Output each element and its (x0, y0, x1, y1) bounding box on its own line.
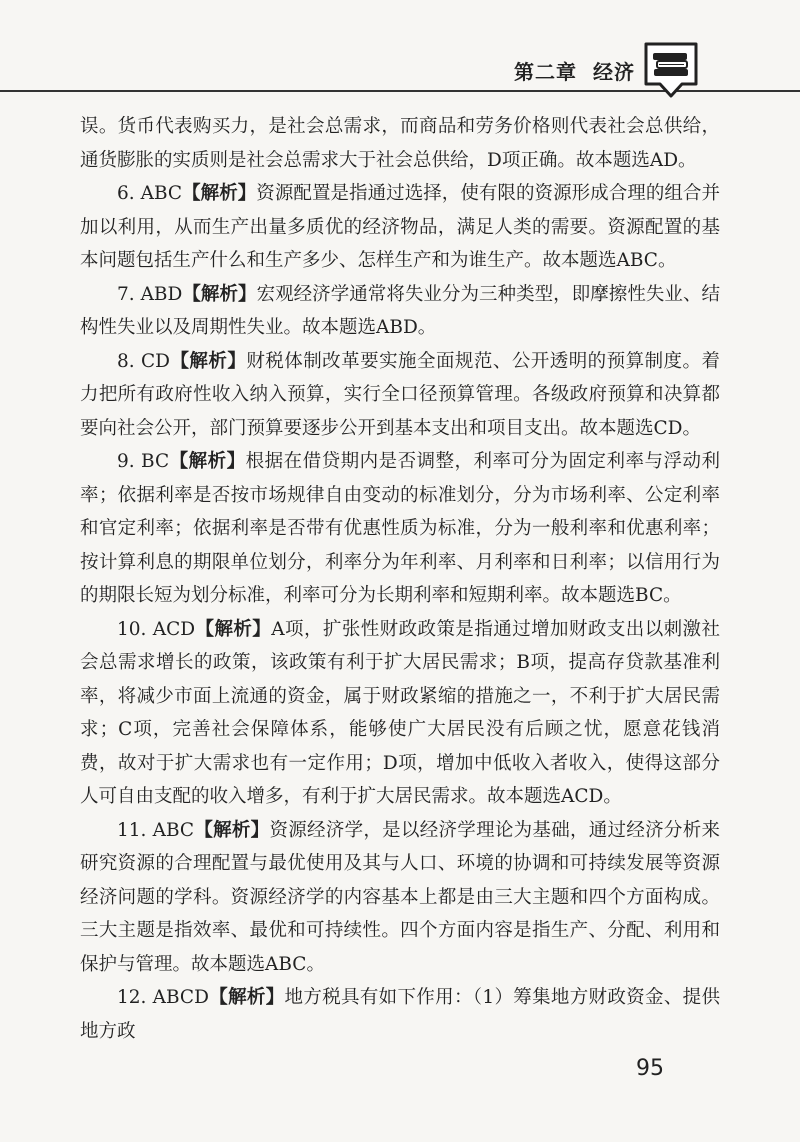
chapter-name: 经济 (593, 60, 635, 84)
answer-10 (80, 613, 720, 814)
paragraph-continuation (80, 110, 720, 177)
analysis-text: 根据在借贷期内是否调整，利率可分为固定利率与浮动利率；依据利率是否按市场规律自由变动的标准划分，分为市场利率、公定利率和官定利率；依据利率是否带有优惠性质为标准，分为一般利率和优惠利率；按计算利息的期限单位划分，利率分为年利率、月利率和日利率；以信用行为的期限长短为划分标准，利率可分为长期利率和短期利率。故本题选BC。 (80, 451, 720, 606)
chapter-number: 第二章 (514, 60, 577, 84)
analysis-label: 【解析】 (169, 451, 246, 472)
analysis-text: 资源经济学，是以经济学理论为基础，通过经济分析来研究资源的合理配置与最优使用及其与人口、环境的协调和可持续发展等资源经济问题的学科。资源经济学的内容基本上都是由三大主题和四个方面构成。三大主题是指效率、最优和可持续性。四个方面内容是指生产、分配、利用和保护与管理。故本题选ABC。 (80, 819, 720, 975)
answer-key: 10. ACD (117, 618, 196, 640)
answer-9 (80, 445, 720, 613)
answer-key: 8. CD (117, 350, 170, 372)
answer-key: 11. ABC (117, 819, 195, 841)
answer-12 (80, 981, 720, 1048)
analysis-label: 【解析】 (169, 350, 247, 372)
books-icon (642, 40, 700, 100)
analysis-label: 【解析】 (208, 987, 285, 1008)
analysis-text: 地方税具有如下作用：（1）筹集地方财政资金、提供地方政 (80, 987, 720, 1042)
paragraph-text: 误。货币代表购买力，是社会总需求，而商品和劳务价格则代表社会总供给，通货膨胀的实质则是社会总需求大于社会总供给，D项正确。故本题选AD。 (80, 116, 720, 171)
analysis-label: 【解析】 (194, 819, 270, 841)
answer-11 (80, 814, 720, 982)
analysis-text: A项，扩张性财政政策是指通过增加财政支出以刺激社会总需求增长的政策，该政策有利于扩大居民需求；B项，提高存贷款基准利率，将减少市面上流通的资金，属于财政紧缩的措施之一，不利于扩大居民需求；C项，完善社会保障体系，能够使广大居民没有后顾之忧，愿意花钱消费，故对于扩大需求也有一定作用；D项，增加中低收入者收入，使得这部分人可自由支配的收入增多，有利于扩大居民需求。故本题选ACD。 (80, 618, 720, 807)
answer-key: 7. ABD (117, 283, 183, 305)
analysis-text: 资源配置是指通过选择，使有限的资源形成合理的组合并加以利用，从而生产出量多质优的经济物品，满足人类的需要。资源配置的基本问题包括生产什么和生产多少、怎样生产和为谁生产。故本题选ABC。 (80, 183, 720, 271)
analysis-label: 【解析】 (195, 618, 272, 640)
answer-key: 6. ABC (117, 183, 183, 204)
chapter-title (514, 56, 635, 85)
answer-8 (80, 345, 720, 446)
answer-key: 12. ABCD (117, 987, 209, 1008)
answer-key: 9. BC (117, 451, 170, 472)
analysis-label: 【解析】 (182, 183, 257, 204)
analysis-text: 财税体制改革要实施全面规范、公开透明的预算制度。着力把所有政府性收入纳入预算，实行全口径预算管理。各级政府预算和决算都要向社会公开，部门预算要逐步公开到基本支出和项目支出。故本题选CD。 (80, 350, 720, 439)
page-header (0, 0, 800, 92)
answer-body (80, 110, 720, 1048)
page-number: 95 (636, 1056, 664, 1081)
analysis-text: 宏观经济学通常将失业分为三种类型，即摩擦性失业、结构性失业以及周期性失业。故本题选ABD。 (80, 283, 720, 338)
answer-7 (80, 278, 720, 345)
analysis-label: 【解析】 (182, 283, 257, 305)
answer-6 (80, 177, 720, 278)
